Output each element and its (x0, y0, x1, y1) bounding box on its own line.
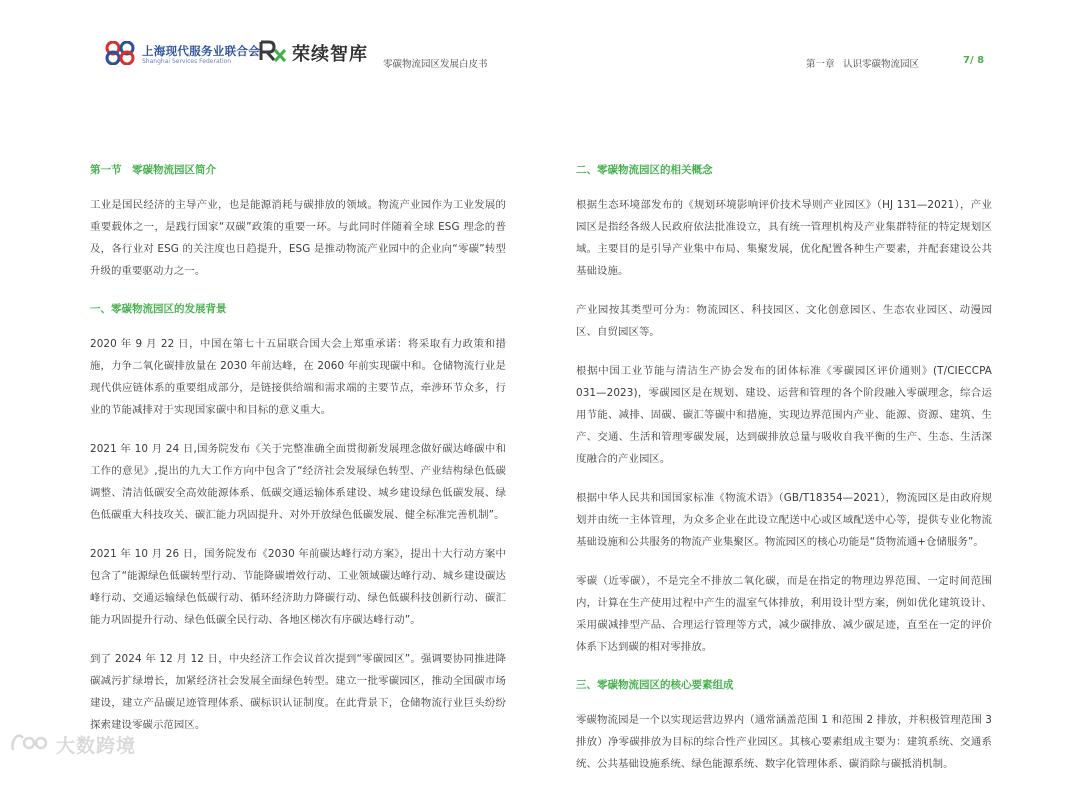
org2-name: 荣续智库 (292, 44, 368, 65)
paragraph: 2021 年 10 月 26 日，国务院发布《2030 年前碳达峰行动方案》，提出十大行动方案中包含了“能源绿色低碳转型行动、节能降碳增效行动、工业领域碳达峰行动、城乡建设碳达峰行动、交通运输绿色低碳行动、循环经济助力降碳行动、绿色低碳科技创新行动、碳汇能力巩固提升行动、绿色低碳全民行动、各地区梯次有序碳达峰行动”。 (90, 548, 506, 626)
watermark-logo-icon (10, 733, 48, 753)
document-title: 零碳物流园区发展白皮书 (383, 59, 488, 70)
chapter-title: 认识零碳物流园区 (843, 59, 920, 70)
paragraph: 工业是国民经济的主导产业，也是能源消耗与碳排放的领域。物流产业园作为工业发展的重要载体之一，是践行国家“双碳”政策的重要一环。与此同时伴随着全球 ESG 理念的普及，各行业对 ESG 的关注度也日趋提升，ESG 是推动物流产业园中的企业向“零碳”转型升级的重要驱动力之一。 (90, 199, 506, 277)
section-heading: 一、零碳物流园区的发展背景 (90, 303, 227, 315)
chapter-label: 第一章 (806, 59, 835, 70)
paragraph: 零碳物流园是一个以实现运营边界内（通常涵盖范围 1 和范围 2 排放，并积极管理范围 3 排放）净零碳排放为目标的综合性产业园区。其核心要素组成主要为：建筑系统、交通系统、公共基础设施系统、绿色能源系统、数字化管理体系、碳消除与碳抵消机制。 (576, 714, 992, 770)
right-column (576, 160, 992, 792)
org-name-cn: 上海现代服务业联合会 (142, 44, 260, 58)
paragraph: 零碳（近零碳），不是完全不排放二氧化碳，而是在指定的物理边界范围、一定时间范围内，计算在生产使用过程中产生的温室气体排放，利用设计型方案，例如优化建筑设计、采用碳减排型产品、合理运行管理等方式，减少碳排放、减少碳足迹，直至在一定的评价体系下达到碳的相对零排放。 (576, 575, 992, 653)
federation-logo-icon (104, 41, 138, 65)
page-header (0, 0, 1080, 80)
paragraph: 根据中国工业节能与清洁生产协会发布的团体标准《零碳园区评价通则》(T/CIECCPA 031—2023)，零碳园区是在规划、建设、运营和管理的各个阶段融入零碳理念，综合运用节能、减排、固碳、碳汇等碳中和措施，实现边界范围内产业、能源、资源、建筑、生产、交通、生活和管理零碳发展，达到碳排放总量与吸收自我平衡的生产、生态、生活深度融合的产业园区。 (576, 365, 992, 465)
paragraph: 2021 年 10 月 24 日,国务院发布《关于完整准确全面贯彻新发展理念做好碳达峰碳中和工作的意见》,提出的九大工作方向中包含了“经济社会发展绿色转型、产业结构绿色低碳调整、清洁低碳安全高效能源体系、低碳交通运输体系建设、城乡建设绿色低碳发展、绿色低碳重大科技攻关、碳汇能力巩固提升、对外开放绿色低碳发展、健全标准完善机制”。 (90, 443, 506, 521)
section-heading: 二、零碳物流园区的相关概念 (576, 164, 713, 176)
paragraph: 产业园按其类型可分为：物流园区、科技园区、文化创意园区、生态农业园区、动漫园区、自贸园区等。 (576, 304, 992, 338)
section-heading: 三、零碳物流园区的核心要素组成 (576, 679, 734, 691)
paragraph: 2020 年 9 月 22 日，中国在第七十五届联合国大会上郑重承诺：将采取有力政策和措施，力争二氧化碳排放量在 2030 年前达峰，在 2060 年前实现碳中和。仓储物流行业是现代供应链体系的重要组成部分，是链接供给端和需求端的主要节点，牵涉环节众多，行业的节能减排对于实现国家碳中和目标的意义重大。 (90, 338, 506, 416)
left-column (90, 160, 506, 753)
paragraph: 到了 2024 年 12 月 12 日，中央经济工作会议首次提到“零碳园区”。强调要协同推进降碳减污扩绿增长，加紧经济社会发展全面绿色转型。建立一批零碳园区，推动全国碳市场建设，建立产品碳足迹管理体系、碳标识认证制度。在此背景下，仓储物流行业巨头纷纷探索建设零碳示范园区。 (90, 653, 506, 731)
paragraph: 根据生态环境部发布的《规划环境影响评价技术导则产业园区》（HJ 131—2021），产业园区是指经各级人民政府依法批准设立，具有统一管理机构及产业集群特征的特定规划区域。主要目的是引导产业集中布局、集聚发展，优化配置各种生产要素，并配套建设公共基础设施。 (576, 199, 992, 277)
page-number: 7/ 8 (963, 55, 985, 66)
paragraph: 根据中华人民共和国国家标准《物流术语》（GB/T18354—2021），物流园区是由政府规划并由统一主体管理，为众多企业在此设立配送中心或区域配送中心等，提供专业化物流基础设施和公共服务的物流产业集聚区。物流园区的核心功能是“货物流通+仓储服务”。 (576, 492, 992, 548)
org-name-en: Shanghai Services Federation (142, 58, 232, 65)
rx-logo-icon (259, 40, 287, 62)
watermark-text: 大数跨境 (56, 735, 137, 757)
section-heading: 第一节 零碳物流园区简介 (90, 164, 216, 176)
